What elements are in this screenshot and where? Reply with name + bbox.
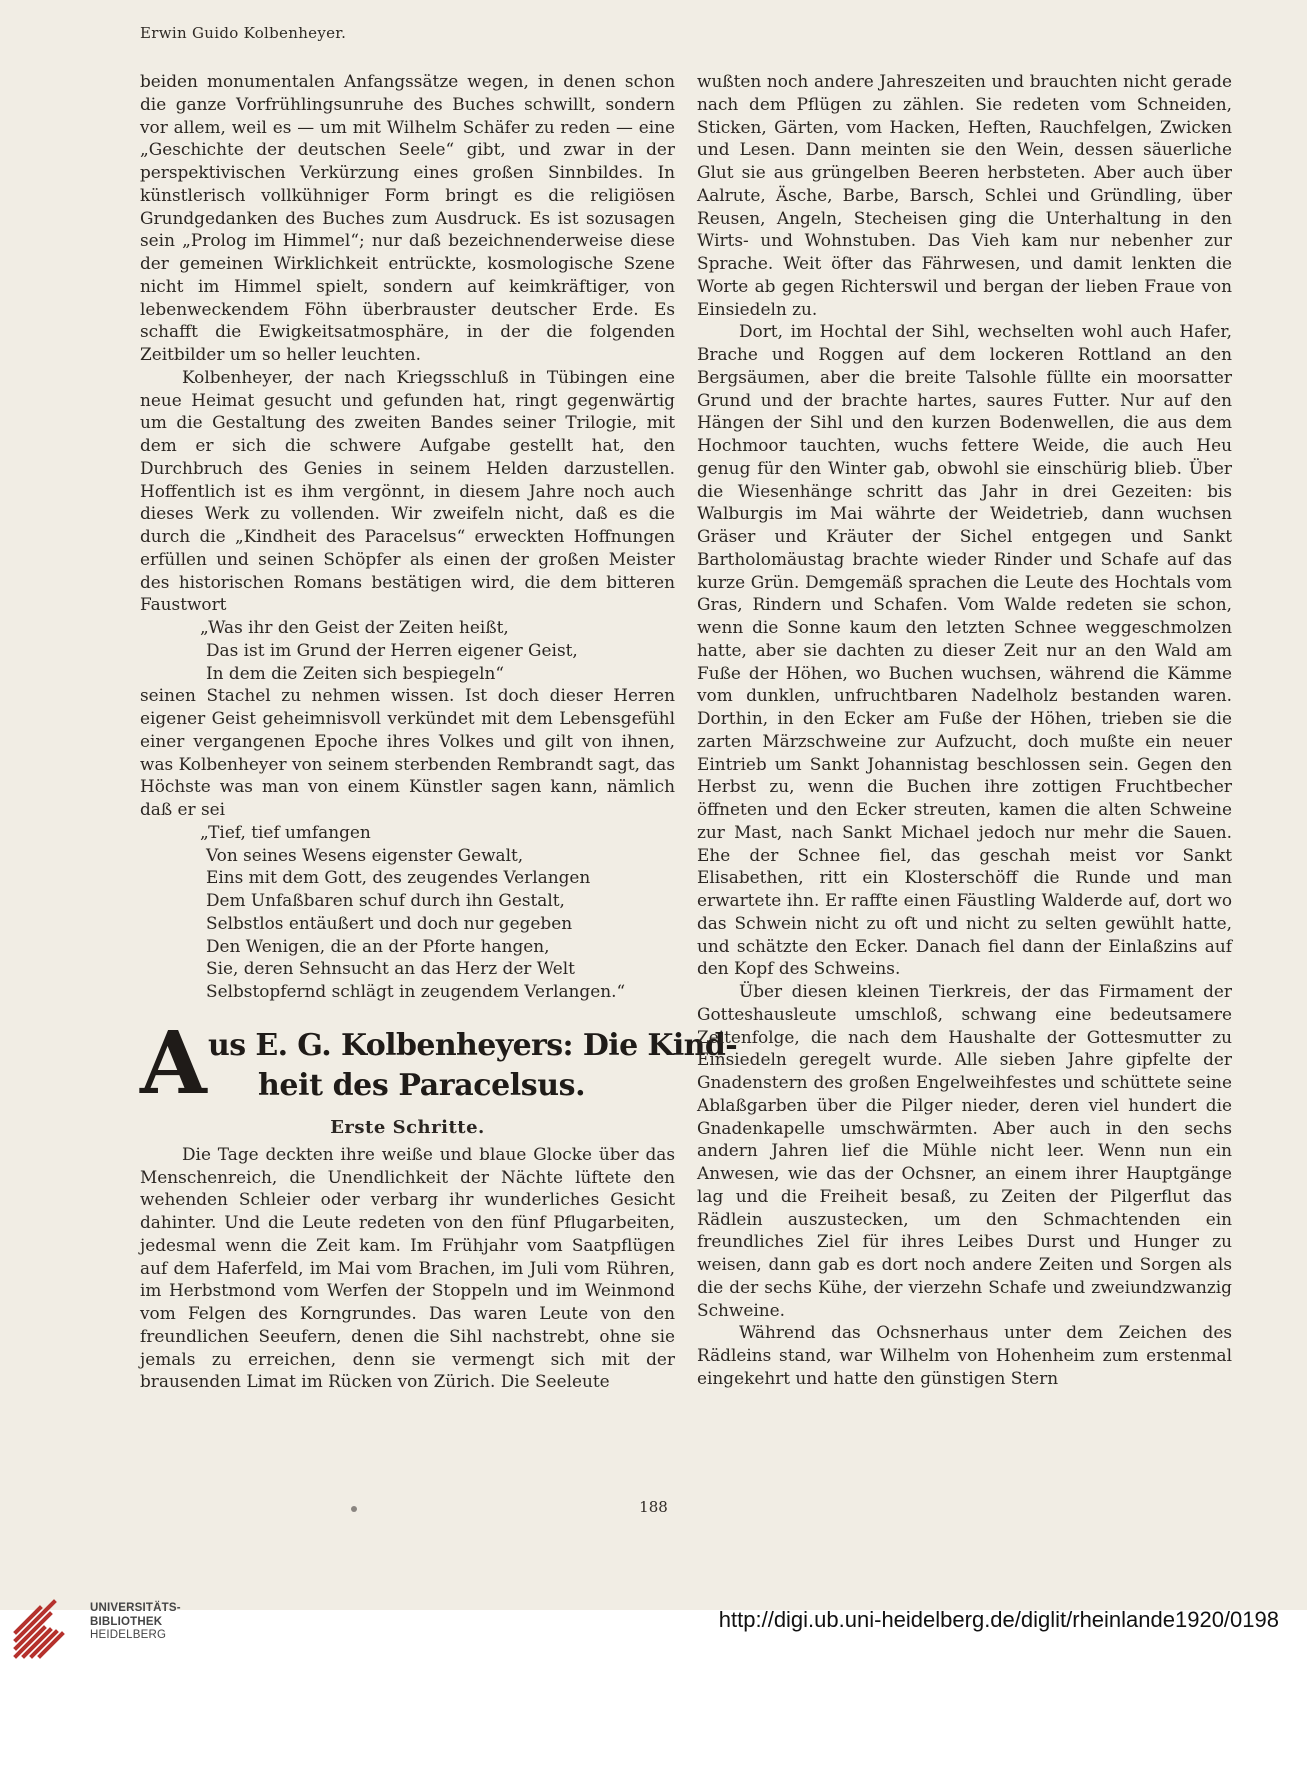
verse-line: Sie, deren Sehnsucht an das Herz der Welt <box>206 958 575 979</box>
verse-line: „Was ihr den Geist der Zeiten heißt, <box>200 617 509 637</box>
section-headline <box>140 1012 738 1114</box>
verse-line: Den Wenigen, die an der Pforte hangen, <box>206 935 550 956</box>
verse-line: Selbstlos entäußert und doch nur gegeben <box>206 912 573 933</box>
verse-line: „Tief, tief umfangen <box>200 821 371 842</box>
paragraph: Kolbenheyer, der nach Kriegsschluß in Tübingen eine neue Heimat gesucht und gefunden hat, ringt gegenwärtig um die Gestaltung des zweiten Bandes seiner Trilogie, mit dem er sich die schwere Aufgabe gestellt hat, den Durchbruch des Genies in seinem Helden darzustellen. Hoffentlich ist es ihm vergönnt, in diesem Jahre noch auch dieses Werk zu vollenden. Wir zweifeln nicht, daß es die durch die „Kindheit des Paracelsus“ erweckten Hoffnungen erfüllen und seinen Schöpfer als einen der großen Meister des historischen Romans bestätigen wird, die dem bitteren Faustwort <box>140 366 675 615</box>
left-column <box>140 70 738 1393</box>
verse-line: Eins mit dem Gott, des zeugendes Verlangen <box>206 867 591 888</box>
headline-line: heit des Paracelsus. <box>258 1067 586 1103</box>
logo-stripes <box>16 1602 62 1656</box>
viewer-footer <box>0 1610 1307 1775</box>
library-name-line: UNIVERSITÄTS- <box>90 1602 181 1614</box>
running-head: Erwin Guido Kolbenheyer. <box>140 24 347 42</box>
paragraph: Über diesen kleinen Tierkreis, der das Firmament der Gotteshausleute umschloß, schwang eine bedeutsamere Zeitenfolge, die nach dem Haushalte der Gottesmutter zu Einsiedeln geregelt wurde. Alle sieben Jahre gipfelte der Gnadenstern des großen Engelweihfestes und schüttete seine Ablaßgarben über die Pilger nieder, deren viel hundert die Gnadenkapelle umschwärmten. Aber auch in den sechs andern Jahren lief die Mühle nicht leer. Wenn nun ein Anwesen, wie das der Ochsner, an einem ihrer Hauptgänge lag und die Freiheit besaß, zu Zeiten der Pilgerflut das Rädlein auszustecken, um den Schmachtenden ein freundliches Ziel für ihres Leibes Durst und Hunger zu weisen, dann gab es dort noch andere Zeiten und Sorgen als die der sechs Kühe, der vierzehn Schafe und zweiundzwanzig Schweine. <box>697 981 1232 1320</box>
verse-line: Das ist im Grund der Herren eigener Geist, <box>206 639 578 660</box>
library-name-line: HEIDELBERG <box>90 1629 167 1641</box>
library-logo-icon[interactable] <box>10 1598 74 1662</box>
subheading: Erste Schritte. <box>330 1116 485 1138</box>
library-name-line: BIBLIOTHEK <box>90 1615 163 1628</box>
library-name[interactable] <box>90 1602 181 1643</box>
paragraph: Die Tage deckten ihre weiße und blaue Glocke über das Menschenreich, die Unendlichkeit der Nächte lüftete den wehenden Schleier oder verbarg ihr wunderliches Gesicht dahinter. Und die Leute redeten von den fünf Pflugarbeiten, jedesmal wenn die Zeit kam. Im Frühjahr vom Saatpflügen auf dem Haferfeld, im Mai vom Brachen, im Juli vom Rühren, im Herbstmond vom Werfen der Stoppeln und im Weinmond vom Felgen des Korngrundes. Das waren Leute von den freundlichen Seeufern, denen die Sihl nachstrebt, ohne sie jemals zu erreichen, denn sie vermengt sich mit der brausenden Limat im Rücken von Zürich. Die Seeleute <box>140 1143 675 1392</box>
headline-initial: A <box>140 1012 207 1114</box>
paragraph: beiden monumentalen Anfangssätze wegen, in denen schon die ganze Vorfrühlingsunruhe des Buches schwillt, sondern vor allem, weil es — um mit Wilhelm Schäfer zu reden — eine „Geschichte der deutschen Seele“ gibt, und zwar in der perspektivischen Verkürzung eines großen Sinnbildes. In künstlerisch vollkühniger Form bringt es die religiösen Grundgedanken des Buches zum Ausdruck. Es ist sozusagen sein „Prolog im Himmel“; nur daß bezeichnenderweise diese der gemeinen Wirklichkeit entrückte, kosmologische Szene nicht im Himmel spielt, sondern auf keimkräftiger, von lebenweckendem Föhn überbrauster deutscher Erde. Es schafft die Ewigkeitsatmosphäre, in der die folgenden Zeitbilder um so heller leuchten. <box>140 71 675 364</box>
verse-line: Von seines Wesens eigenster Gewalt, <box>206 844 524 865</box>
paragraph: Dort, im Hochtal der Sihl, wechselten wohl auch Hafer, Brache und Roggen auf dem lockeren Rottland an den Bergsäumen, aber die breite Talsohle füllte ein moorsatter Grund und der brachte hartes, saures Futter. Nur auf den Hängen der Sihl und den kurzen Bodenwellen, die aus dem Hochmoor tauchten, wuchs fettere Weide, die auch Heu genug für den Winter gab, obwohl sie einschürig blieb. Über die Wiesenhänge schritt das Jahr in drei Gezeiten: bis Walburgis im Mai währte der Weidetrieb, dann wuchsen Gräser und Kräuter der Sichel entgegen und Sankt Bartholomäustag brachte wieder Rinder und Schafe auf das kurze Grün. Demgemäß sprachen die Leute des Hochtals vom Gras, Rindern und Schafen. Vom Walde redeten sie schon, wenn die Sonne kaum den letzten Schnee weggeschmolzen hatte, aber sie dachten zu dieser Zeit nur an den Wald am Fuße der Höhen, wo Buchen wuchsen, während die Kämme vom dunklen, unfruchtbaren Nadelholz bestanden waren. Dorthin, in den Ecker am Fuße der Höhen, trieben sie die zarten Märzschweine zur Aufzucht, doch mußte ein neuer Eintrieb um Sankt Johannistag beschlossen sein. Gegen den Herbst zu, wenn die Buchen ihre zottigen Fruchtbecher öffneten und den Ecker streuten, kamen die alten Schweine zur Mast, nach Sankt Michael jedoch nur mehr die Sauen. Ehe der Schnee fiel, das geschah meist vor Sankt Elisabethen, ritt ein Klosterschöff die Runde und man erwartete ihn. Er raffte einen Fäustling Walderde auf, dort wo das Schwein nicht zu oft und nicht zu selten gewühlt hatte, und schätzte den Ecker. Danach fiel dann der Einlaßzins auf den Kopf des Schweins. <box>697 321 1232 979</box>
headline-line: us E. G. Kolbenheyers: Die Kind- <box>208 1027 738 1063</box>
paragraph: wußten noch andere Jahreszeiten und brauchten nicht gerade nach dem Pflügen zu zählen. Sie redeten vom Schneiden, Sticken, Gärten, vom Hacken, Heften, Rauchfelgen, Zwicken und Lesen. Dann meinten sie den Wein, dessen säuerliche Glut sie aus grüngelben Beeren herbsteten. Aber auch über Aalrute, Äsche, Barbe, Barsch, Schlei und Gründling, über Reusen, Angeln, Stecheisen ging die Unterhaltung in den Wirts- und Wohnstuben. Das Vieh kam nur nebenher zur Sprache. Weit öfter das Fährwesen, und damit lenkten die Worte ab gegen Richterswil und bergan der lieben Fraue von Einsiedeln zu. <box>697 71 1232 319</box>
source-url-link[interactable]: http://digi.ub.uni-heidelberg.de/diglit/rheinlande1920/0198 <box>718 1607 1279 1632</box>
paragraph: seinen Stachel zu nehmen wissen. Ist doch dieser Herren eigener Geist geheimnisvoll verkündet mit dem Lebensgefühl einer vergangenen Epoche ihres Volkes und gilt von ihnen, was Kolbenheyer von seinem sterbenden Rembrandt sagt, das Höchste was man von einem Künstler sagen kann, nämlich daß er sei <box>140 685 675 819</box>
page-number: 188 <box>639 1498 668 1516</box>
verse-quote-rembrandt <box>140 821 675 1003</box>
paragraph: Während das Ochsnerhaus unter dem Zeichen des Rädleins stand, war Wilhelm von Hohenheim zum erstenmal eingekehrt und hatte den günstigen Stern <box>697 1322 1232 1388</box>
verse-line: In dem die Zeiten sich bespiegeln“ <box>206 662 505 683</box>
verse-line: Selbstopfernd schlägt in zeugendem Verlangen.“ <box>206 981 626 1001</box>
right-column <box>697 70 1232 1390</box>
verse-line: Dem Unfaßbaren schuf durch ihn Gestalt, <box>206 890 565 910</box>
verse-quote-faust <box>140 616 675 684</box>
